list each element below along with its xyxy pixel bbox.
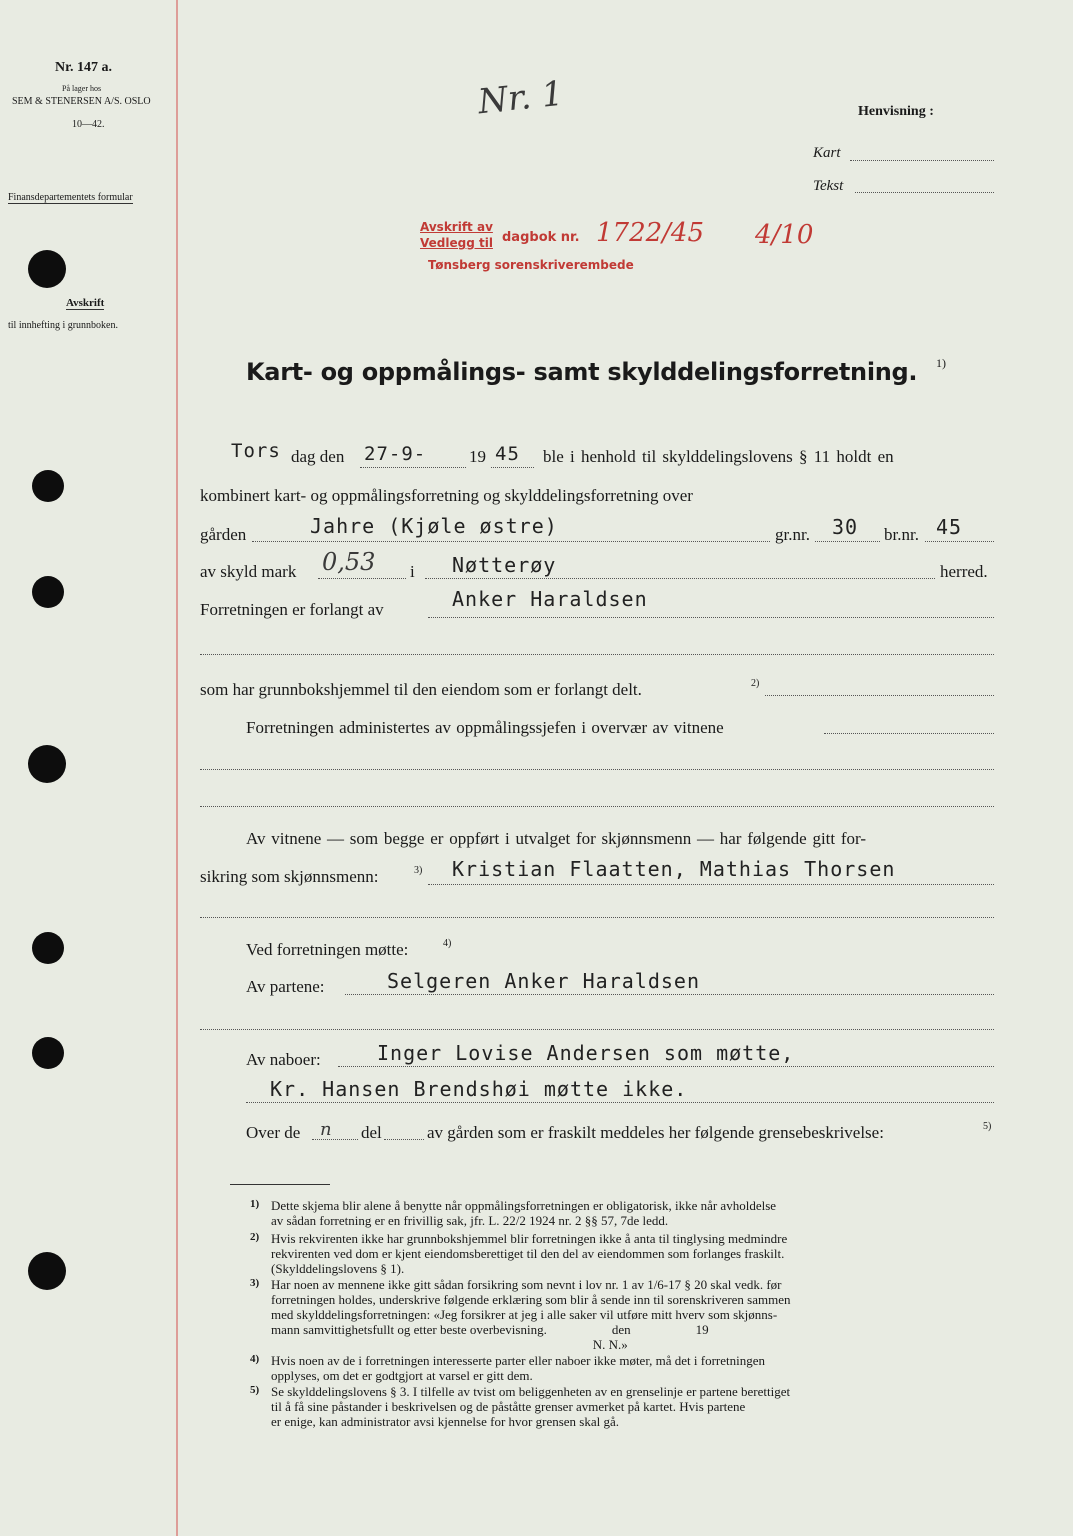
- blank-line: [200, 1029, 994, 1030]
- herred-label: herred.: [940, 562, 988, 581]
- stamp-line-1: Avskrift av: [420, 220, 493, 234]
- form-date: 10—42.: [72, 119, 105, 130]
- over-value: n: [320, 1119, 332, 1140]
- footnote-line: rekvirenten ved dom er kjent eiendomsberettiget til den del av eiendommen som forlanges fraskilt.: [271, 1246, 785, 1261]
- footnote-line: Se skylddelingslovens § 3. I tilfelle av tvist om beliggenheten av en grenselinje er partene berettiget: [271, 1384, 791, 1399]
- partene-label: Av partene:: [246, 977, 325, 996]
- tekst-label: Tekst: [813, 178, 844, 194]
- footnote-line: N. N.»: [271, 1337, 628, 1352]
- herred-line: [425, 578, 935, 579]
- punch-hole: [28, 745, 66, 783]
- footnote-line: Har noen av mennene ikke gitt sådan forsikring som nevnt i lov nr. 1 av 1/6-17 § 20 skal vedk. før: [271, 1277, 782, 1292]
- brnr-line: [925, 541, 994, 542]
- stamp-line-2: Vedlegg til: [420, 236, 493, 250]
- title-note: 1): [936, 356, 946, 370]
- vitner-value: Kristian Flaatten, Mathias Thorsen: [452, 857, 896, 881]
- garden-label: gården: [200, 525, 247, 544]
- blank-line: [200, 654, 994, 655]
- blank-line: [200, 769, 994, 770]
- vitner-line: [428, 884, 994, 885]
- grunnbok-line: [765, 695, 994, 696]
- punch-hole: [32, 932, 64, 964]
- line-1-text: ble i henhold til skylddelingslovens § 11 holdt en: [543, 447, 894, 466]
- year-prefix: 19: [469, 447, 486, 466]
- footnote-line: av sådan forretning er en frivillig sak, jfr. L. 22/2 1924 nr. 2 §§ 57, 7de ledd.: [271, 1213, 669, 1228]
- over-text: av gården som er fraskilt meddeles her følgende grensebeskrivelse:: [427, 1123, 884, 1142]
- footnote-number: 4): [250, 1353, 260, 1365]
- tekst-line: [855, 192, 994, 193]
- partene-line: [345, 994, 994, 995]
- grnr-label: gr.nr.: [775, 525, 810, 544]
- printer-line-2: SEM & STENERSEN A/S. OSLO: [12, 96, 151, 107]
- skyld-label: av skyld mark: [200, 562, 297, 581]
- motte-label: Ved forretningen møtte:: [246, 940, 409, 959]
- date-value: 27-9-: [364, 443, 427, 465]
- form-origin: Finansdepartementets formular: [8, 192, 133, 203]
- stamp-middle: dagbok nr.: [502, 230, 580, 245]
- admin-line: [824, 733, 994, 734]
- footnote-line: (Skylddelingslovens § 1).: [271, 1261, 405, 1276]
- blank-line: [200, 917, 994, 918]
- day-value: Tors: [231, 440, 281, 462]
- naboer-value-1: Inger Lovise Andersen som møtte,: [377, 1041, 795, 1065]
- footnote-line: Hvis noen av de i forretningen interesserte parter eller naboer ikke møter, må det i forretningen: [271, 1353, 766, 1368]
- footnote-line: forretningen holdes, underskrive følgende erklæring som blir å sende inn til sorenskriveren sammen: [271, 1292, 791, 1307]
- footnote-line: til å få sine påstander i beskrivelsen og de påståtte grenser avmerket på kartet. Hvis partene: [271, 1399, 746, 1414]
- year-line: [491, 467, 534, 468]
- footnote-number: 1): [250, 1198, 260, 1210]
- over-note: 5): [983, 1121, 992, 1132]
- punch-hole: [32, 470, 64, 502]
- punch-hole: [32, 1037, 64, 1069]
- punch-hole: [28, 1252, 66, 1290]
- garden-line: [252, 541, 770, 542]
- handwritten-number: Nr. 1: [476, 73, 566, 123]
- kart-line: [850, 160, 994, 161]
- del-line: [384, 1139, 424, 1140]
- document-title: Kart- og oppmålings- samt skylddelingsforretning.: [246, 358, 918, 386]
- year-value: 45: [495, 443, 520, 465]
- footnote-line: Dette skjema blir alene å benytte når oppmålingsforretningen er obligatorisk, ikke når avholdelse: [271, 1198, 777, 1213]
- garden-value: Jahre (Kjøle østre): [310, 514, 558, 538]
- footnote-line: Hvis rekvirenten ikke har grunnbokshjemmel blir forretningen ikke å anta til tinglysing medmindre: [271, 1231, 788, 1246]
- punch-hole: [32, 576, 64, 608]
- skyld-value: 0,53: [322, 548, 376, 576]
- grunnbok-note: 2): [751, 678, 760, 689]
- footnote-line: med skylddelingsforretningen: «Jeg forsikrer at jeg i alle saker vil utføre mitt hverv som skjønns-: [271, 1307, 778, 1322]
- naboer-value-2: Kr. Hansen Brendshøi møtte ikke.: [270, 1077, 688, 1101]
- i-label: i: [410, 562, 415, 581]
- over-label: Over de: [246, 1123, 301, 1142]
- admin-text: Forretningen administertes av oppmålingssjefen i overvær av vitnene: [246, 718, 724, 737]
- forlangt-value: Anker Haraldsen: [452, 587, 648, 611]
- grunnbok-text: som har grunnbokshjemmel til den eiendom som er forlangt delt.: [200, 680, 642, 699]
- copy-label: Avskrift: [66, 297, 105, 309]
- footnote-separator: [230, 1184, 330, 1185]
- brnr-label: br.nr.: [884, 525, 919, 544]
- brnr-value: 45: [936, 515, 963, 539]
- grnr-line: [815, 541, 880, 542]
- footnote-line: opplyses, om det er godtgjort at varsel er gitt dem.: [271, 1368, 533, 1383]
- vitner-text-1: Av vitnene — som begge er oppført i utvalget for skjønnsmenn — har følgende gitt for-: [246, 829, 867, 848]
- line-2-text: kombinert kart- og oppmålingsforretning og skylddelingsforretning over: [200, 486, 693, 505]
- printer-line-1: På lager hos: [62, 84, 102, 93]
- forlangt-label: Forretningen er forlangt av: [200, 600, 384, 619]
- skyld-line: [318, 578, 406, 579]
- naboer-line-1: [338, 1066, 994, 1067]
- herred-value: Nøtterøy: [452, 553, 557, 577]
- kart-label: Kart: [813, 145, 841, 161]
- footnote-number: 2): [250, 1231, 260, 1243]
- partene-value: Selgeren Anker Haraldsen: [387, 969, 700, 993]
- vitner-text-2: sikring som skjønnsmenn:: [200, 867, 379, 886]
- reference-title: Henvisning :: [858, 104, 934, 119]
- vitner-note: 3): [414, 865, 423, 876]
- forlangt-line: [428, 617, 994, 618]
- dag-den-label: dag den: [291, 447, 345, 466]
- motte-note: 4): [443, 938, 452, 949]
- stamp-date: 4/10: [755, 220, 814, 250]
- punch-hole: [28, 250, 66, 288]
- margin-rule: [176, 0, 178, 1536]
- naboer-line-2: [246, 1102, 994, 1103]
- stamp-number: 1722/45: [596, 218, 705, 248]
- del-label: del: [361, 1123, 382, 1142]
- footnote-number: 5): [250, 1384, 260, 1396]
- form-number: Nr. 147 a.: [55, 60, 113, 75]
- blank-line: [200, 806, 994, 807]
- footnote-line: mann samvittighetsfullt og etter beste overbevisning. den 19: [271, 1322, 709, 1337]
- grnr-value: 30: [832, 515, 859, 539]
- stamp-line-3: Tønsberg sorenskriverembede: [428, 258, 634, 272]
- footnote-line: er enige, kan administrator avsi kjennelse for hvor grensen skal gå.: [271, 1414, 619, 1429]
- footnote-number: 3): [250, 1277, 260, 1289]
- date-line: [360, 467, 466, 468]
- naboer-label: Av naboer:: [246, 1050, 321, 1069]
- copy-note: til innhefting i grunnboken.: [8, 320, 118, 331]
- over-line: [312, 1139, 358, 1140]
